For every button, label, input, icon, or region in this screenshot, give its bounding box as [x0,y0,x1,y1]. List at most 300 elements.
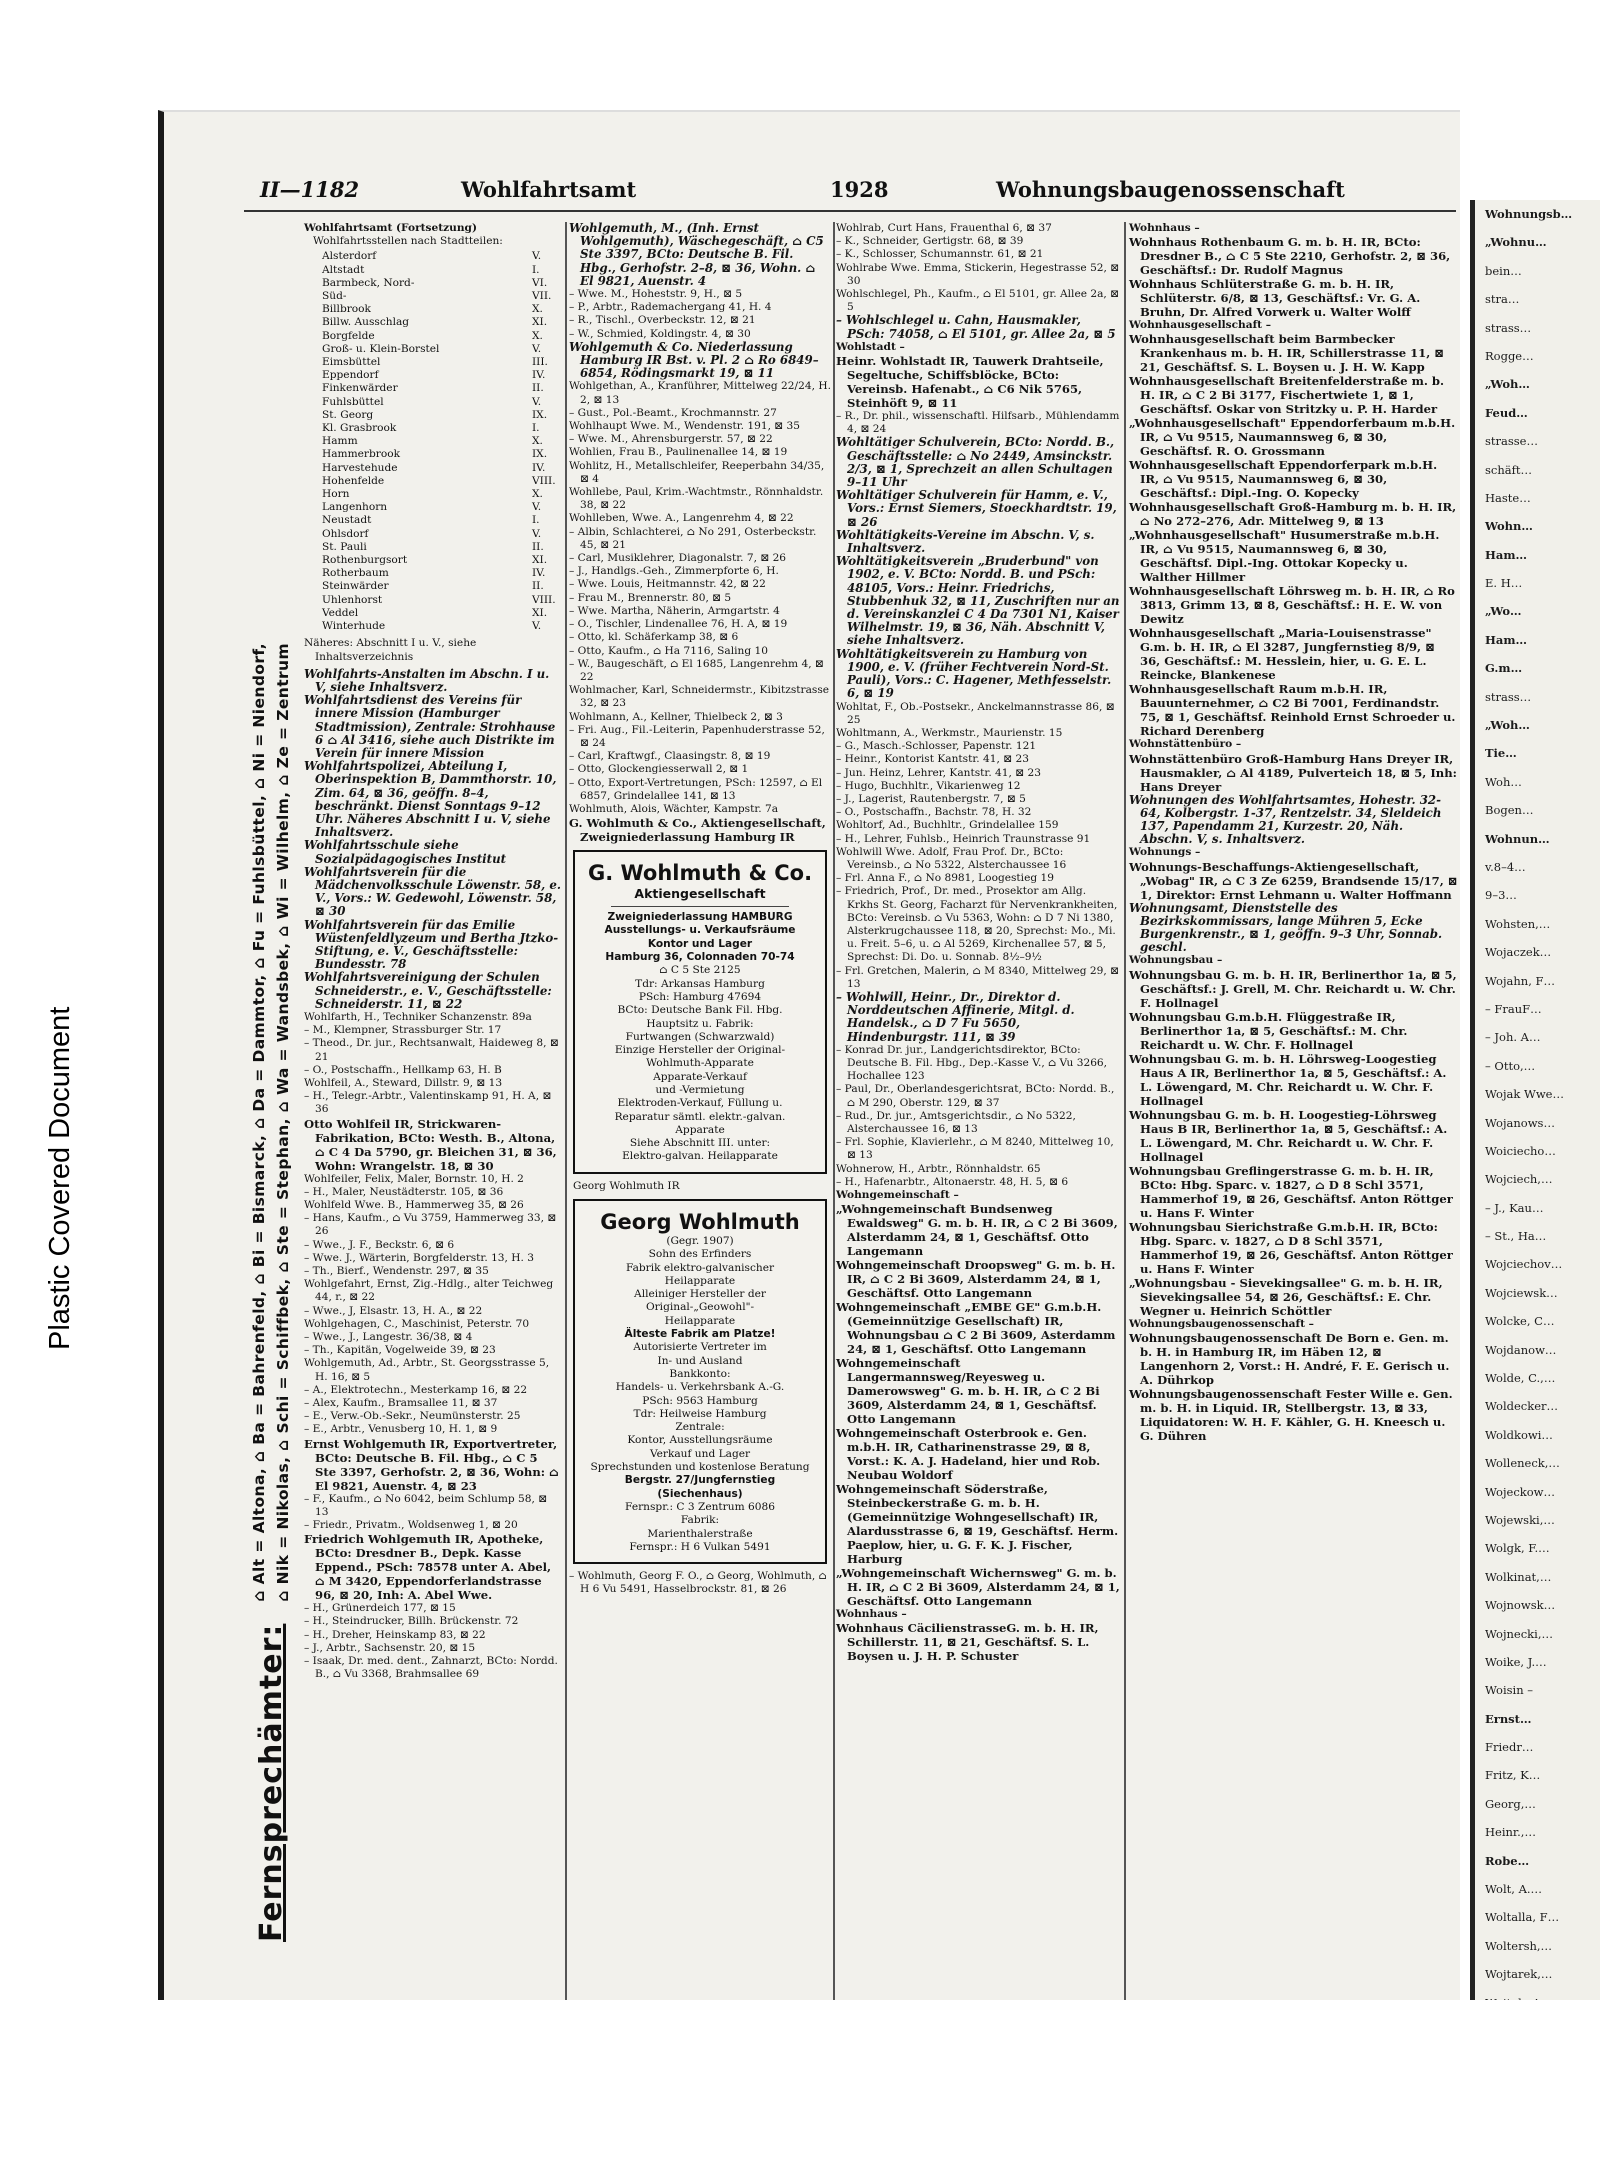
list-item: – J., Handlgs.-Geh., Zimmerpforte 6, H. [569,565,779,578]
ad-line: Verkauf und Lager [649,1447,751,1460]
list-item: Wohnhausgesellschaft – [1129,319,1272,332]
ad-line: PSch: 9563 Hamburg [642,1394,758,1407]
list-item: Wohlmuth, Alois, Wächter, Kampstr. 7a [569,802,779,815]
district-section: XI. [532,554,548,567]
list-item: Wohlfahrtsdienst des Vereins für innere Mission (Hamburger Stadtmission), Zentrale: Strohhause 6 ⌂ Al 3416, siehe auch Distrikte im Verein für innere Mission [304,693,556,760]
adjacent-page-line: – Otto,… [1485,1058,1536,1073]
column-2 [569,222,831,2012]
list-item: Wohlgehagen, C., Maschinist, Peterstr. 70 [304,1317,530,1330]
list-item: Wohlfeiler, Felix, Maler, Bornstr. 10, H. 2 [304,1172,524,1185]
district-section: VII. [532,290,552,303]
ad-line: Fabrik elektro-galvanischer [625,1261,775,1274]
list-item: – Theod., Dr. jur., Rechtsanwalt, Haideweg 8, ⊠ 21 [304,1037,559,1063]
list-item: Wohlgemuth & Co. Niederlassung Hamburg IR Bst. v. Pl. 2 ⌂ Ro 6849–6854, Rödingsmarkt 19, ⊠ 11 [569,339,819,381]
district-row [322,462,562,475]
list-item: – Wwe., J, Elsastr. 13, H. A., ⊠ 22 [304,1304,483,1317]
adjacent-page-line: Wolleneck,… [1485,1456,1560,1471]
list-item: Wohlgefahrt, Ernst, Zig.-Hdlg., alter Teichweg 44, r., ⊠ 22 [304,1278,554,1304]
list-item: – Hans, Kaufm., ⌂ Vu 3759, Hammerweg 33, ⊠ 26 [304,1212,557,1238]
district-name: St. Georg [322,408,374,421]
district-row [322,264,562,277]
adjacent-page-line: Wojewski,… [1485,1512,1555,1527]
list-item: – W., Schmied, Koldingstr. 4, ⊠ 30 [569,327,751,340]
list-item: – H., Grünerdeich 177, ⊠ 15 [304,1602,456,1615]
adjacent-page-line: Wojahn, F… [1485,973,1555,988]
list-item: Wohltat, F., Ob.-Postsekr., Anckelmannstrasse 86, ⊠ 25 [836,700,1115,726]
ad-line: Marienthalerstraße [647,1527,753,1540]
ad-line: Tdr: Arkansas Hamburg [635,977,765,990]
list-item: Wohngemeinschaft Langermannsweg/Reyesweg u. Damerowsweg" G. m. b. H. IR, ⌂ C 2 Bi 3609, Alsterdamm 24, ⊠ 1, Geschäftsf. Otto Langemann [836,1356,1100,1427]
column-3 [836,222,1120,2012]
adjacent-page-line: Wojeckow… [1485,1484,1556,1499]
list-item: Wohlmann, A., Kellner, Thielbeck 2, ⊠ 3 [569,710,783,723]
adjacent-page-line: Wojciechov… [1485,1257,1563,1272]
district-name: Barmbeck, Nord- [322,276,415,289]
adjacent-page-line: Wojanows… [1485,1115,1555,1130]
ad-line: Heilapparate [664,1314,736,1327]
adjacent-page-line: Ernst… [1485,1711,1532,1726]
adjacent-page-line: Haste… [1485,490,1531,505]
district-section: IV. [532,567,546,580]
adjacent-page-line: Wohsten,… [1485,916,1551,931]
district-name: Alsterdorf [322,250,377,263]
adjacent-page-line: Bogen… [1485,803,1534,818]
district-section: IV. [532,461,546,474]
ad-line: Kontor, Ausstellungsräume [627,1434,773,1447]
list-item: Wohnhausgesellschaft Eppendorferpark m.b.H. IR, ⌂ Vu 9515, Naumannsweg 6, ⊠ 30, Geschäftsf.: Dipl.-Ing. O. Kopecky [1129,458,1438,501]
list-item: Wohngemeinschaft Droopsweg" G. m. b. H. IR, ⌂ C 2 Bi 3609, Alsterdamm 24, ⊠ 1, Geschäftsf. Otto Langemann [836,1258,1116,1301]
column-4 [1129,222,1459,2012]
list-item: – J., Arbtr., Sachsenstr. 20, ⊠ 15 [304,1641,476,1654]
list-item: – Wohlschlegel u. Cahn, Hausmakler, PSch: 74058, ⌂ El 5101, gr. Allee 2a, ⊠ 5 [836,313,1116,341]
adjacent-page-line: bein… [1485,263,1522,278]
list-item: – Gust., Pol.-Beamt., Krochmannstr. 27 [569,406,777,419]
district-name: Billw. Ausschlag [322,316,410,329]
entry-list [569,222,831,844]
list-item: – P., Arbtr., Rademachergang 41, H. 4 [569,301,772,314]
district-section: XI. [532,316,548,329]
ad-line: Handels- u. Verkehrsbank A.-G. [615,1381,785,1394]
adjacent-page-line: Feud… [1485,405,1528,420]
watermark-text: Plastic Covered Document [44,1006,76,1350]
adjacent-page-line: Heinr.,… [1485,1825,1536,1840]
list-item: Wohnhausgesellschaft Löhrsweg m. b. H. IR, ⌂ Ro 3813, Grimm 13, ⊠ 8, Geschäftsf.: H. E. W. von Dewitz [1129,584,1455,627]
ad-line: Einzige Hersteller der Original- [614,1044,786,1057]
list-item: – Paul, Dr., Oberlandesgerichtsrat, BCto: Nordd. B., ⌂ M 290, Oberstr. 129, ⊠ 37 [836,1083,1115,1109]
list-item: – Frl. Anna F., ⌂ No 8981, Loogestieg 19 [836,872,1054,885]
district-name: Billbrook [322,303,371,316]
adjacent-page-line: „Wo… [1485,604,1522,619]
ad-line: Hauptsitz u. Fabrik: [646,1017,754,1030]
district-section: II. [532,540,544,553]
district-row [322,250,562,263]
district-section: II. [532,580,544,593]
list-item: Wohnungsbau G. m. b. H. Löhrsweg-Loogestieg Haus A IR, Berlinerthor 1a, ⊠ 5, Geschäftsf.: A. L. Löwengard, M. Chr. Reichardt u. W. Chr. F. Hollnagel [1129,1051,1447,1108]
adjacent-page-line: Robe… [1485,1853,1530,1868]
adjacent-page-line: Woltalla, F… [1485,1910,1560,1925]
list-item: Wohnhaus Rothenbaum G. m. b. H. IR, BCto: Dresdner B., ⌂ C 5 Ste 2210, Gerhofstr. 2, ⊠ 36, Geschäftsf.: Dr. Rudolf Magnus [1129,235,1451,278]
list-item: Wohnungs-Beschaffungs-Aktiengesellschaft, „Wobag" IR, ⌂ C 3 Ze 6259, Brandsende 15/17, ⊠ 1, Direktor: Ernst Lehmann u. Walter Hoffmann [1129,859,1458,902]
list-item: – A., Elektrotechn., Mesterkamp 16, ⊠ 22 [304,1383,528,1396]
list-item: – W., Baugeschäft, ⌂ El 1685, Langenrehm 4, ⊠ 22 [569,657,824,683]
list-item: – Wwe. J., Wärterin, Borgfelderstr. 13, H. 3 [304,1251,534,1264]
list-item: – J., Lagerist, Rautenbergstr. 7, ⊠ 5 [836,792,1026,805]
district-section: IX. [532,408,548,421]
district-note: Näheres: Abschnitt I u. V., siehe Inhaltsverzeichnis [304,637,477,663]
list-item: „Wohngemeinschaft Wichernsweg" G. m. b. H. IR, ⌂ C 2 Bi 3609, Alsterdamm 24, ⊠ 1, Geschäftsf. Otto Langemann [836,1566,1120,1609]
list-item: – Wwe. M., Hoheststr. 9, H., ⊠ 5 [569,288,743,301]
district-section: IV. [532,369,546,382]
column-rule [833,222,835,2012]
adjacent-page-line: E. H… [1485,576,1523,591]
adjacent-page-line: Wolkinat,… [1485,1569,1552,1584]
ad-line: ⌂ C 5 Ste 2125 [659,964,741,977]
list-item: Wohlfeld Wwe. B., Hammerweg 35, ⊠ 26 [304,1199,524,1212]
list-item: – Rud., Dr. jur., Amtsgerichtsdir., ⌂ No 5322, Alsterchaussee 16, ⊠ 13 [836,1109,1076,1135]
list-item: – Konrad Dr. jur., Landgerichtsdirektor, BCto: Deutsche B. Fil. Hbg., Dep.-Kasse V., ⌂ Vu 3266, Hochallee 123 [836,1043,1108,1083]
list-item: – Friedr., Privatm., Woldsenweg 1, ⊠ 20 [304,1519,518,1532]
list-item: Wohlgemuth, Ad., Arbtr., St. Georgsstrasse 5, H. 16, ⊠ 5 [304,1357,550,1383]
list-item: – H., Dreher, Heinskamp 83, ⊠ 22 [304,1628,486,1641]
adjacent-page-line: Woltersh,… [1485,1938,1553,1953]
list-item: Wohlrabe Wwe. Emma, Stickerin, Hegestrasse 52, ⊠ 30 [836,261,1120,287]
adjacent-page-line: Friedr… [1485,1740,1534,1755]
list-item: Wohlfahrtsverein für das Emilie Wüstenfeldlyzeum und Bertha Jtzko-Stiftung, e. V., Geschäftsstelle: Bundesstr. 78 [304,917,559,972]
district-name: Süd- [322,290,347,303]
page-number: II—1182 [260,177,360,202]
district-name: Eimsbüttel [322,356,381,369]
district-name: Uhlenhorst [322,593,383,606]
district-section: I. [532,263,540,276]
adjacent-page-line: Wohnungsb… [1485,207,1573,221]
entry-list [304,668,562,1682]
district-row [322,607,562,620]
district-name: Neustadt [322,514,372,527]
district-name: Horn [322,488,350,501]
list-item: Wohlfahrtspolizei, Abteilung I, Oberinspektion B, Dammthorstr. 10, Zim. 64, ⊠ 36, geöffn. 8–4, beschränkt. Dienst Sonntags 9–12 Uhr. Näheres Abschnitt I u. V, siehe Inhaltsverz. [304,759,557,840]
year-label: 1928 [830,177,889,202]
list-item: Wohltätigkeitsverein zu Hamburg von 1900, e. V. (früher Fechtverein Nord-St. Pauli), Vors.: C. Hagener, Methfesselstr. 6, ⊠ 19 [836,646,1112,701]
list-item: Wohltätiger Schulverein für Hamm, e. V., Vors.: Ernst Siemers, Stoeckhardtstr. 19, ⊠ 26 [836,488,1117,529]
list-item: – E., Arbtr., Venusberg 10, H. 1, ⊠ 9 [304,1423,498,1436]
adjacent-page-line: Fritz, K… [1485,1768,1541,1783]
district-row [322,369,562,382]
adjacent-page-line: Wolde, C.,… [1485,1371,1556,1386]
exchange-codes [247,643,295,1602]
district-name: Eppendorf [322,369,379,382]
list-item: Wohnhaus CäcilienstrasseG. m. b. H. IR, Schillerstr. 11, ⊠ 21, Geschäftsf. S. L. Boysen u. J. H. P. Schuster [836,1621,1099,1664]
list-item: Wohnstättenbüro – [1129,738,1242,751]
district-name: Altstadt [322,263,365,276]
ad-line: Bergstr. 27/Jungfernstieg [624,1474,776,1487]
district-row [322,541,562,554]
district-section: VIII. [532,593,556,606]
adjacent-page-line: v.8–4… [1485,859,1526,874]
list-item: Wohlmacher, Karl, Schneidermstr., Kibitzstrasse 32, ⊠ 23 [569,684,830,710]
list-item: Wohlstadt – [836,340,905,353]
exchange-codes-line-1: ⌂ Alt = Altona, ⌂ Ba = Bahrenfeld, ⌂ Bi = Bismarck, ⌂ Da = Dammtor, ⌂ Fu = Fuhlsbüttel, ⌂ Ni = Niendorf, [250,643,268,1602]
adjacent-page-line: Wojciewsk… [1485,1285,1558,1300]
adjacent-page-line: Georg,… [1485,1796,1536,1811]
list-item: Wohnhausgesellschaft beim Barmbecker Krankenhaus m. b. H. IR, Schillerstrasse 11, ⊠ 21, Geschäftsf. S. L. Boysen u. J. H. W. Kapp [1129,332,1445,375]
adjacent-page-line: – St., Ha… [1485,1229,1547,1244]
list-item: Wohlhaupt Wwe. M., Wendenstr. 191, ⊠ 35 [569,420,801,433]
list-item: – Wwe. M., Ahrensburgerstr. 57, ⊠ 22 [569,433,773,446]
ad-line: Elektro-galvan. Heilapparate [622,1150,778,1163]
list-item: – H., Telegr.-Arbtr., Valentinskamp 91, H. A, ⊠ 36 [304,1090,552,1116]
adjacent-page-line: „Woh… [1485,377,1530,392]
district-name: Groß- u. Klein-Borstel [322,342,440,355]
list-item: Wohlfahrtsverein für die Mädchenvolksschule Löwenstr. 58, e. V., Vors.: W. Gedewohl, Löwenstr. 58, ⊠ 30 [304,864,561,919]
list-item: Ernst Wohlgemuth IR, Exportvertreter, BCto: Deutsche B. Fil. Hbg., ⌂ C 5 Ste 3397, Gerhofstr. 2, ⊠ 36, Wohn: ⌂ El 9821, Auenstr. 4, ⊠ 23 [304,1436,559,1493]
district-table [322,250,562,633]
adjacent-page-line: Ham… [1485,632,1527,647]
ad-line: Sohn des Erfinders [648,1248,752,1261]
list-item: Wohlien, Frau B., Paulinenallee 14, ⊠ 19 [569,446,788,459]
list-item: Wohnungsbaugenossenschaft Fester Wille e. Gen. m. b. H. in Liquid. IR, Stellbergstr. 13, ⊠ 33, Liquidatoren: W. H. F. Kähler, G. H. Kneesch u. G. Dühren [1129,1386,1453,1443]
list-item: Wohnhausgesellschaft „Maria-Louisenstrasse" G.m. b. H. IR, ⌂ El 3287, Jungfernstieg 8/9, ⊠ 36, Geschäftsf.: M. Hesslein, hier, u. G. E. L. Reincke, Blankenese [1129,626,1435,683]
ad-line: Hamburg 36, Colonnaden 70-74 [605,951,795,964]
district-row [322,303,562,316]
adjacent-page-line: strasse… [1485,434,1538,449]
list-item: Wohltorf, Ad., Buchhltr., Grindelallee 159 [836,819,1059,832]
list-item: Wohnungen des Wohlfahrtsamtes, Hohestr. 32-64, Kolbergstr. 1-37, Rentzelstr. 34, Sleldeich 137, Papendamm 21, Kurzestr. 20, Näh. Abschn. V, s. Inhaltsverz. [1129,792,1442,847]
list-item: – Jun. Heinz, Lehrer, Kantstr. 41, ⊠ 23 [836,766,1041,779]
adjacent-page-line: Wojaczek… [1485,945,1552,960]
district-name: Langenhorn [322,501,388,514]
column-1 [304,222,562,2012]
list-item: Wohltätigkeitsverein „Bruderbund" von 1902, e. V. BCto: Nordd. B. und PSch: 48105, Vors.: Heinr. Friedrichs, Stubbenhuk 32, ⊠ 11, Zuschriften nur an d. Vereinskanzlei C 4 Da 7301 N1, Kaiser Wilhelmstr. 19, ⊠ 36, Näh. Abschnitt V, siehe Inhaltsverz. [836,554,1120,648]
section-heading: Wohlfahrtsamt (Fortsetzung) [304,222,477,234]
list-item: Wohngemeinschaft – [836,1189,959,1202]
list-item: Wohltmann, A., Werkmstr., Maurienstr. 15 [836,726,1063,739]
list-item: Friedrich Wohlgemuth IR, Apotheke, BCto: Dresdner B., Depk. Kasse Eppend., PSch: 78578 unter A. Abel, ⌂ M 3420, Eppendorferlandstrasse 96, ⊠ 20, Inh: A. Abel Wwe. [304,1532,552,1603]
ad-subtitle: (Gegr. 1907) [666,1234,734,1247]
district-row [322,290,562,303]
adjacent-page-line: Tie… [1485,746,1517,761]
ad-line: Älteste Fabrik am Platze! [624,1328,776,1341]
adjacent-page-line: Wojnecki,… [1485,1626,1553,1641]
film-edge [0,2000,1600,2177]
list-item: „Wohnhausgesellschaft" Eppendorferbaum m.b.H. IR, ⌂ Vu 9515, Naumannsweg 6, ⊠ 30, Geschäftsf. R. O. Grossmann [1129,416,1456,459]
list-item: Wohlfahrtsvereinigung der Schulen Schneiderstr., e. V., Geschäftsstelle: Schneiderstr. 11, ⊠ 22 [304,970,552,1011]
list-item: Wohlgethan, A., Kranführer, Mittelweg 22/24, H. 2, ⊠ 13 [569,380,831,406]
list-item: Wohnungsbau Sierichstraße G.m.b.H. IR, BCto: Hbg. Sparc. v. 1827, ⌂ D 8 Schl 3571, Hammerhof 19, ⊠ 26, Geschäftsf. Anton Röttger u. Hans F. Winter [1129,1219,1453,1276]
ad-line: Zentrale: [675,1421,725,1434]
list-item: Wohllebe, Paul, Krim.-Wachtmstr., Rönnhaldstr. 38, ⊠ 22 [569,486,824,512]
district-row [322,435,562,448]
column-rule [565,222,567,2012]
list-item: – Th., Kapitän, Vogelweide 39, ⊠ 23 [304,1344,496,1357]
district-row [322,422,562,435]
sidebar-title: Fernsprechämter: [253,1623,289,1942]
ad-line: Alleiniger Hersteller der [634,1288,766,1301]
list-item: – Carl, Kraftwgf., Claasingstr. 8, ⊠ 19 [569,750,771,763]
district-section: V. [532,501,542,514]
district-name: Steinwärder [322,580,389,593]
district-section: X. [532,329,543,342]
list-item: – O., Tischler, Lindenallee 76, H. A, ⊠ 19 [569,618,788,631]
district-section: IX. [532,448,548,461]
ad-line: Wohlmuth-Apparate [646,1057,754,1070]
list-item: – Alex, Kaufm., Bramsallee 11, ⊠ 37 [304,1397,498,1410]
list-item: Wohnhausgesellschaft Raum m.b.H. IR, Bauunternehmer, ⌂ C2 Bi 7001, Ferdinandstr. 75, ⊠ 1, Geschäftsf. Reinhold Ernst Schroeder u. Richard Derenberg [1129,682,1456,739]
list-item: – Heinr., Kontorist Kantstr. 41, ⊠ 23 [836,753,1029,766]
list-item: – Frau M., Brennerstr. 80, ⊠ 5 [569,591,732,604]
list-item: – Albin, Schlachterei, ⌂ No 291, Osterbeckstr. 45, ⊠ 21 [569,525,817,551]
list-item: Wohlitz, H., Metallschleifer, Reeperbahn 34/35, ⊠ 4 [569,459,825,485]
list-item: – Frl. Gretchen, Malerin, ⌂ M 8340, Mittelweg 29, ⊠ 13 [836,964,1120,990]
adjacent-page-line: Woldecker… [1485,1399,1559,1414]
ad-line: PSch: Hamburg 47694 [638,990,762,1003]
column-rule [1124,222,1126,2012]
district-row [322,488,562,501]
list-item: „Wohnhausgesellschaft" Husumerstraße m.b.H. IR, ⌂ Vu 9515, Naumannsweg 6, ⊠ 30, Geschäftsf. Dipl.-Ing. Ottokar Kopecky u. Walther Hillmer [1129,528,1440,585]
list-item: – Frl. Sophie, Klavierlehr., ⌂ M 8240, Mittelweg 10, ⊠ 13 [836,1136,1114,1162]
list-item: Wohlschlegel, Ph., Kaufm., ⌂ El 5101, gr. Allee 2a, ⊠ 5 [836,288,1120,314]
list-item: – K., Schneider, Gertigstr. 68, ⊠ 39 [836,235,1024,248]
list-item: Wohnungsbau G. m. b. H. IR, Berlinerthor 1a, ⊠ 5, Geschäftsf.: J. Grell, M. Chr. Reichardt u. W. Chr. F. Hollnagel [1129,967,1457,1010]
list-item: – Carl, Musiklehrer, Diagonalstr. 7, ⊠ 26 [569,552,787,565]
district-section: V. [532,395,542,408]
district-section: I. [532,422,540,435]
list-item: – H., Hafenarbtr., Altonaerstr. 48, H. 5, ⊠ 6 [836,1175,1069,1188]
district-row [322,382,562,395]
list-item: – O., Postschaffn., Hellkamp 63, H. B [304,1063,502,1076]
adjacent-page-line: schäft… [1485,462,1532,477]
district-row [322,620,562,633]
district-section: V. [532,250,542,263]
left-catchword: Wohlfahrtsamt [461,177,637,202]
list-item: Wohlgemuth, M., (Inh. Ernst Wohlgemuth), Wäschegeschäft, ⌂ C5 Ste 3397, BCto: Deutsche B. Fil. Hbg., Gerhofstr. 2–8, ⊠ 36, Wohn. ⌂ El 9821, Auenstr. 4 [569,221,824,288]
ad-body [581,1248,819,1554]
list-item: Wohnhaus Schlüterstraße G. m. b. H. IR, Schlüterstr. 6/8, ⊠ 13, Geschäftsf.: Vr. G. A. Bruhn, Dr. Alfred Vorwerk u. Walter Wolff [1129,277,1421,320]
list-item: – F., Kaufm., ⌂ No 6042, beim Schlump 58, ⊠ 13 [304,1492,548,1518]
ad-line: Apparate [675,1123,725,1136]
adjacent-page-line: „Woh… [1485,718,1530,733]
list-item: Wohnungsbau – [1129,954,1223,967]
adjacent-page-line: Wojciech,… [1485,1172,1553,1187]
ad-line: Heilapparate [664,1274,736,1287]
district-name: Winterhude [322,620,386,633]
district-row [322,316,562,329]
list-item: – Otto, Kaufm., ⌂ Ha 7116, Saling 10 [569,644,768,657]
list-item: Wohnungsbau Greflingerstrasse G. m. b. H. IR, BCto: Hbg. Sparc. v. 1827, ⌂ D 8 Schl 3571, Hammerhof 19, ⊠ 26, Geschäftsf. Anton Röttger u. Hans F. Winter [1129,1163,1453,1220]
list-item: – Wohlmuth, Georg F. O., ⌂ Georg, Wohlmuth, ⌂ H 6 Vu 5491, Hasselbrockstr. 81, ⊠ 26 [569,1570,827,1596]
district-name: Rothenburgsort [322,554,408,567]
ad-line: und -Vermietung [655,1084,745,1096]
adjacent-page-line: Wojdanow… [1485,1342,1557,1357]
adjacent-page-line: Wohnun… [1485,831,1550,846]
advertisement-g-wohlmuth [573,850,827,1174]
district-name: Ohlsdorf [322,527,369,540]
district-row [322,580,562,593]
section-subheading: Wohlfahrtsstellen nach Stadtteilen: [313,235,503,248]
list-item: – Fri. Aug., Fil.-Leiterin, Papenhuderstrasse 52, ⊠ 24 [569,723,825,749]
list-item: Wohlfahrts-Anstalten im Abschn. I u. V, siehe Inhaltsverz. [304,666,550,694]
watermark-label [44,1006,104,1350]
ad-line: Autorisierte Vertreter im [633,1341,767,1354]
ad-line: Ausstellungs- u. Verkaufsräume [604,924,796,937]
list-item: – Otto, Export-Vertretungen, PSch: 12597, ⌂ El 6857, Grindelallee 141, ⊠ 13 [569,776,823,802]
advertisement-georg-wohlmuth [573,1199,827,1564]
list-item: Wohnhaus – [1129,222,1200,234]
entry-list [836,222,1120,1663]
adjacent-page-line: Woisin – [1485,1683,1534,1698]
list-item: Wohnungsbaugenossenschaft – [1129,1317,1314,1330]
list-item: Otto Wohlfeil IR, Strickwaren-Fabrikation, BCto: Westh. B., Altona, ⌂ C 4 Da 5790, gr. Bleichen 31, ⊠ 36, Wohn: Wrangelstr. 18, ⊠ 30 [304,1116,557,1173]
district-section: X. [532,303,543,316]
list-item: Wohnungsbau G.m.b.H. Flüggestraße IR, Berlinerthor 1a, ⊠ 5, Geschäftsf.: M. Chr. Reichardt u. W. Chr. F. Hollnagel [1129,1009,1408,1052]
list-item: – M., Klempner, Strassburger Str. 17 [304,1024,502,1037]
adjacent-page-line: „Wohnu… [1485,235,1547,250]
district-row [322,567,562,580]
district-row [322,475,562,488]
list-item: – Wwe. Martha, Näherin, Armgartstr. 4 [569,604,780,617]
list-item: – Otto, kl. Schäferkamp 38, ⊠ 6 [569,631,739,644]
district-name: Veddel [322,606,359,619]
list-item: Wohlrab, Curt Hans, Frauenthal 6, ⊠ 37 [836,222,1052,234]
adjacent-page-line: 9–3… [1485,888,1517,903]
ad-line: Original-„Geowohl"- [645,1301,755,1314]
adjacent-page-line: Woiciecho… [1485,1143,1556,1158]
list-item: Wohnungsbaugenossenschaft De Born e. Gen. m. b. H. in Hamburg IR, im Häben 12, ⊠ Langenhorn 2, Vorst.: H. André, F. E. Gerisch u. A. Dührkop [1129,1330,1450,1387]
district-row [322,343,562,356]
list-item: Wohlwill Wwe. Adolf, Frau Prof. Dr., BCto: Vereinsb., ⌂ No 5322, Alsterchaussee 16 [836,845,1067,871]
list-item: „Wohngemeinschaft Bundsenweg Ewaldsweg" G. m. b. H. IR, ⌂ C 2 Bi 3609, Alsterdamm 24, ⊠ 1, Geschäftsf. Otto Langemann [836,1202,1118,1259]
adjacent-page-line: Wojnowsk… [1485,1598,1556,1613]
list-item: Wohnhausgesellschaft Breitenfelderstraße m. b. H. IR, ⌂ C 2 Bi 3177, Fischertwiete 1, ⊠ 1, Geschäftsf. Oskar von Stritzky u. P. H. Harder [1129,374,1445,417]
ad-line: Elektroden-Verkauf, Füllung u. [617,1097,783,1110]
adjacent-page-line: strass… [1485,689,1532,704]
adjacent-page-line: Woike, J.… [1485,1654,1547,1669]
adjacent-page-line: Wojtarek,… [1485,1967,1553,1982]
header-rule [244,210,1456,212]
ad-branch: Zweigniederlassung HAMBURG [607,911,793,924]
list-item: Wohngemeinschaft Osterbrook e. Gen. m.b.H. IR, Catharinenstrasse 29, ⊠ 8, Vorst.: K. A. J. Hadeland, hier und Rob. Neubau Woldorf [836,1426,1101,1483]
list-item: – O., Postschaffn., Bachstr. 78, H. 32 [836,806,1032,819]
ad-line: Fabrik: [680,1514,720,1527]
list-item: Wohnerow, H., Arbtr., Rönnhaldstr. 65 [836,1162,1041,1175]
ad-line: Bankkonto: [669,1367,731,1380]
district-row [322,448,562,461]
district-section: II. [532,382,544,395]
adjacent-page-line: Rogge… [1485,348,1534,363]
adjacent-page-line: G.m… [1485,661,1523,676]
list-item: Wohnungs – [1129,846,1201,859]
district-section: III. [532,356,548,369]
list-item: – Wwe. Louis, Heitmannstr. 42, ⊠ 22 [569,578,766,591]
district-name: Harvestehude [322,461,398,474]
list-item: G. Wohlmuth & Co., Aktiengesellschaft, Zweigniederlassung Hamburg IR [569,816,826,845]
ad-line: In- und Ausland [657,1354,743,1367]
district-name: St. Pauli [322,540,367,553]
ad-line: Siehe Abschnitt III. unter: [629,1137,771,1150]
district-name: Hammerbrook [322,448,400,461]
adjacent-page-line: Wolcke, C… [1485,1314,1555,1329]
list-item: – Isaak, Dr. med. dent., Zahnarzt, BCto: Nordd. B., ⌂ Vu 3368, Brahmsallee 69 [304,1655,558,1681]
district-name: Hohenfelde [322,474,385,487]
district-row [322,594,562,607]
list-item: Wohnungsbau G. m. b. H. Loogestieg-Löhrsweg Haus B IR, Berlinerthor 1a, ⊠ 5, Geschäftsf.: A. L. Löwengard, M. Chr. Reichardt u. W. Chr. F. Hollnagel [1129,1107,1448,1164]
list-item: Wohlleben, Wwe. A., Langenrehm 4, ⊠ 22 [569,512,794,525]
list-item: – Wwe., J., Langestr. 36/38, ⊠ 4 [304,1331,473,1344]
district-section: V. [532,342,542,355]
district-name: Borgfelde [322,329,375,342]
district-section: VI. [532,276,548,289]
district-row [322,528,562,541]
district-name: Rotherbaum [322,567,389,580]
